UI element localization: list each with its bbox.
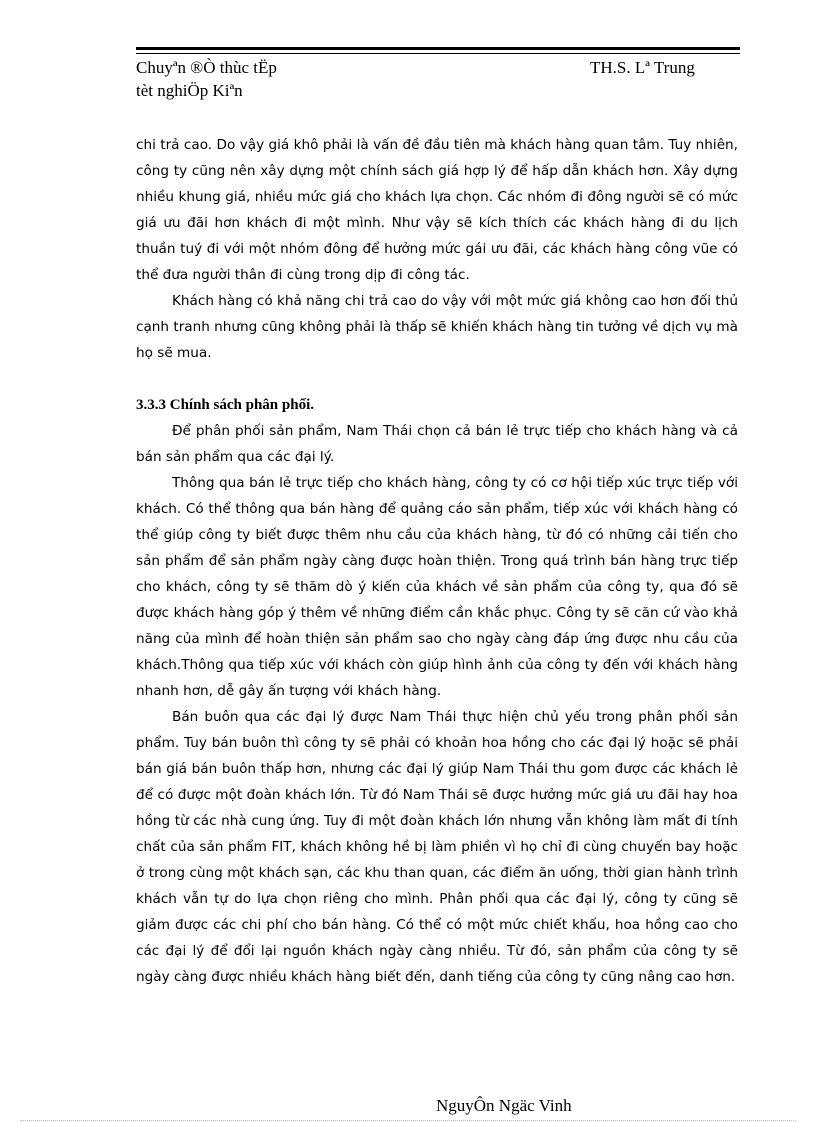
body-text xyxy=(136,132,738,990)
header-rule-thin xyxy=(136,53,740,54)
header-title: Chuyªn ®Ò thùc tËp tèt nghiÖp Kiªn xyxy=(136,58,277,100)
header-author: TH.S. Lª Trung xyxy=(590,58,695,77)
paragraph: Bán buôn qua các đại lý được Nam Thái thực hiện chủ yếu trong phân phối sản phẩm. Tuy bán buôn thì công ty sẽ phải có khoản hoa hồng cho các đại lý hoặc sẽ phải bán giá bán buôn thấp hơn, nhưng các đại lý giúp Nam Thái thu gom được các khách lẻ để có được một đoàn khách lớn. Từ đó Nam Thái sẽ được hưởng mức giá ưu đãi hay hoa hồng từ các nhà cung ứng. Tuy đi một đoàn khách lớn nhưng vẫn không làm mất đi tính chất của sản phẩm FIT, khách không hề bị làm phiền vì họ chỉ đi cùng chuyến bay hoặc ở trong cùng một khách sạn, các khu than quan, các điểm ăn uống, thời gian hành trình khách vẫn tự do lựa chọn riêng cho mình. Phân phối qua các đại lý, công ty cũng sẽ giảm được các chi phí cho bán hàng. Có thể có một mức chiết khấu, hoa hồng cao cho các đại lý để đổi lại nguồn khách ngày càng nhiều. Từ đó, sản phẩm của công ty sẽ ngày càng được nhiều khách hàng biết đến, danh tiếng của công ty cũng nâng cao hơn. xyxy=(136,709,738,985)
footer-dotted-rule xyxy=(20,1120,796,1121)
paragraph: Khách hàng có khả năng chi trả cao do vậy với một mức giá không cao hơn đối thủ cạnh tranh nhưng cũng không phải là thấp sẽ khiến khách hàng tin tưởng về dịch vụ mà họ sẽ mua. xyxy=(136,293,738,361)
header-rule-thick xyxy=(136,47,740,50)
section-heading: 3.3.3 Chính sách phân phối. xyxy=(136,397,314,413)
paragraph: chi trả cao. Do vậy giá khô phải là vấn đề đầu tiên mà khách hàng quan tâm. Tuy nhiên, công ty cũng nên xây dựng một chính sách giá hợp lý để hấp dẫn khách hơn. Xây dựng nhiều khung giá, nhiều mức giá cho khách lựa chọn. Các nhóm đi đông người sẽ có mức giá ưu đãi hơn khách đi một mình. Như vậy sẽ kích thích các khách hàng đi du lịch thuần tuý đi với một nhóm đông để hưởng mức gái ưu đãi, các khách hàng công vũe có thể đưa người thân đi cùng trong dịp đi công tác. xyxy=(136,137,738,283)
footer-author: NguyÔn Ngäc Vinh xyxy=(436,1096,572,1115)
paragraph: Thông qua bán lẻ trực tiếp cho khách hàng, công ty có cơ hội tiếp xúc trực tiếp với khách. Có thể thông qua bán hàng để quảng cáo sản phẩm, tiếp xúc với khách hàng có thể giúp công ty biết được thêm nhu cầu của khách hàng, từ đó có những cải tiến cho sản phẩm để sản phẩm ngày càng được hoàn thiện. Trong quá trình bán hàng trực tiếp cho khách, công ty sẽ thăm dò ý kiến của khách về sản phẩm của công ty, qua đó sẽ được khách hàng góp ý thêm về những điểm cần khắc phục. Công ty sẽ căn cứ vào khả năng của mình để hoàn thiện sản phẩm sao cho ngày càng đáp ứng được nhu cầu của khách.Thông qua tiếp xúc với khách còn giúp hình ảnh của công ty đến với khách hàng nhanh hơn, dễ gây ấn tượng với khách hàng. xyxy=(136,475,738,699)
paragraph: Để phân phối sản phẩm, Nam Thái chọn cả bán lẻ trực tiếp cho khách hàng và cả bán sản phẩm qua các đại lý. xyxy=(136,423,738,465)
